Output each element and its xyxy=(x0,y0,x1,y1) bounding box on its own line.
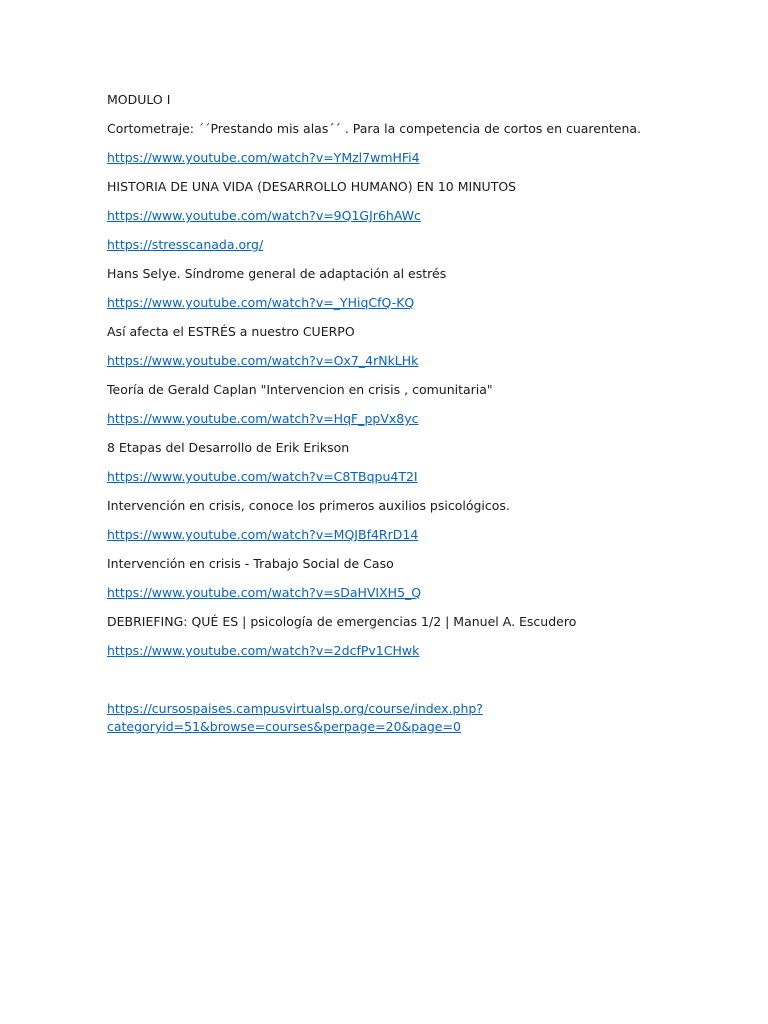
video-link[interactable]: https://www.youtube.com/watch?v=C8TBqpu4T2I xyxy=(107,469,418,484)
stresscanada-link[interactable]: https://stresscanada.org/ xyxy=(107,237,264,252)
video-link[interactable]: https://www.youtube.com/watch?v=_YHiqCfQ-KQ xyxy=(107,295,415,310)
entry-title: DEBRIEFING: QUÉ ES | psicología de emergencias 1/2 | Manuel A. Escudero xyxy=(107,614,577,629)
video-link[interactable]: https://www.youtube.com/watch?v=MQJBf4RrD14 xyxy=(107,527,419,542)
video-link[interactable]: https://www.youtube.com/watch?v=9Q1GJr6hAWc xyxy=(107,208,421,223)
blank-line xyxy=(107,671,707,700)
video-link[interactable]: https://www.youtube.com/watch?v=2dcfPv1CHwk xyxy=(107,643,420,658)
module-heading: MODULO I xyxy=(107,92,171,107)
campus-virtual-link-line2[interactable]: categoryid=51&browse=courses&perpage=20&page=0 xyxy=(107,719,461,734)
entry-title: Teoría de Gerald Caplan "Intervencion en crisis , comunitaria" xyxy=(107,382,493,397)
video-link[interactable]: https://www.youtube.com/watch?v=YMzl7wmHFi4 xyxy=(107,150,420,165)
campus-virtual-link[interactable] xyxy=(107,700,707,736)
document-page xyxy=(107,91,707,736)
entry-title: Hans Selye. Síndrome general de adaptación al estrés xyxy=(107,266,447,281)
campus-virtual-link-line1[interactable]: https://cursospaises.campusvirtualsp.org/course/index.php? xyxy=(107,701,483,716)
entry-title: HISTORIA DE UNA VIDA (DESARROLLO HUMANO) EN 10 MINUTOS xyxy=(107,179,517,194)
entry-title: 8 Etapas del Desarrollo de Erik Erikson xyxy=(107,440,350,455)
entry-title: Intervención en crisis - Trabajo Social de Caso xyxy=(107,556,394,571)
entry-title: Así afecta el ESTRÉS a nuestro CUERPO xyxy=(107,324,355,339)
video-link[interactable]: https://www.youtube.com/watch?v=HqF_ppVx8yc xyxy=(107,411,419,426)
entry-title: Intervención en crisis, conoce los primeros auxilios psicológicos. xyxy=(107,498,510,513)
video-link[interactable]: https://www.youtube.com/watch?v=sDaHVIXH5_Q xyxy=(107,585,422,600)
entry-title: Cortometraje: ´´Prestando mis alas´´ . Para la competencia de cortos en cuarentena. xyxy=(107,121,642,136)
video-link[interactable]: https://www.youtube.com/watch?v=Ox7_4rNkLHk xyxy=(107,353,419,368)
